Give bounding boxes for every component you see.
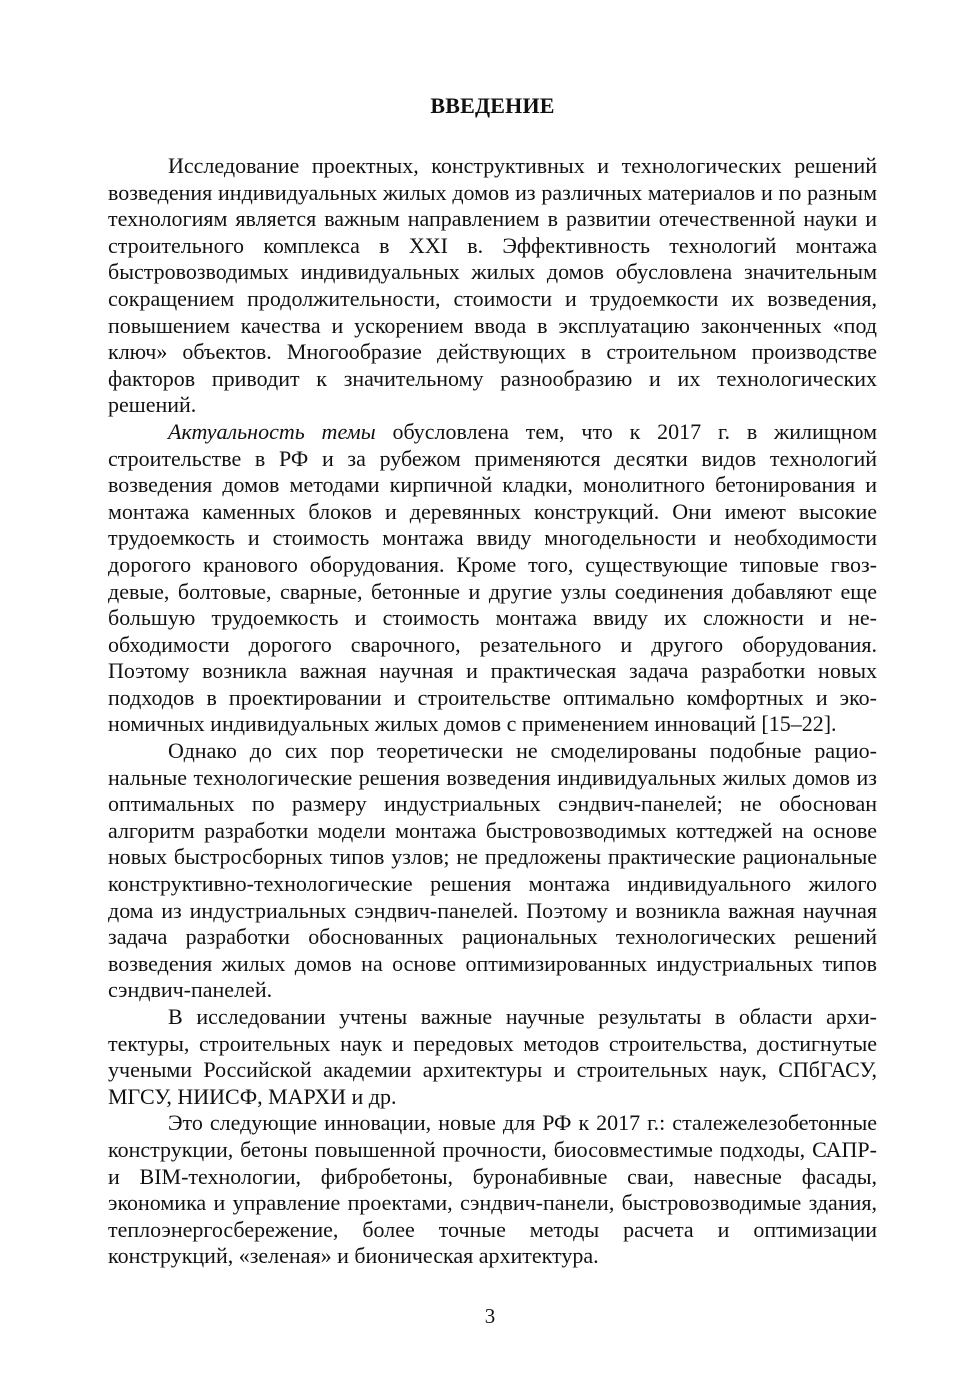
paragraph-4-text: В исследовании учтены важные научные результаты в области архитектуры, строительных наук и передовых методов строительства, достигнутые учеными Российской академии архитектуры и строительных наук, СПбГАСУ, МГСУ, НИИСФ, МАРХИ и др. <box>108 1004 877 1109</box>
paragraph-3-text: Однако до сих пор теоретически не смоделированы подобные рациональные технологические решения возведения индивидуальных жилых домов из оптимальных по размеру индустриальных сэндвич-панелей; не обоснован алгоритм разработки модели монтажа быстровозводимых коттеджей на основе новых быстросборных типов узлов; не предложены практические рациональные конструктивно-технологические решения монтажа индивидуального жилого дома из индустриальных сэндвич-панелей. Поэтому и возникла важная научная задача разработки обоснованных рациональных технологических решений возведения жилых домов на основе оптимизированных индустриальных типов сэндвич-панелей. <box>108 738 877 1003</box>
paragraph-5 <box>108 1110 877 1270</box>
paragraph-2-text: обусловлена тем, что к 2017 г. в жилищном строительстве в РФ и за рубежом применяются десятки видов технологий возведения домов методами кирпичной кладки, монолитного бетонирования и монтажа каменных блоков и деревянных конструкций. Они имеют высокие трудоемкость и стоимость монтажа ввиду многодельности и необходимости дорогого кранового оборудования. Кроме того, существующие типовые гвоздевые, болтовые, сварные, бетонные и другие узлы соединения добавляют еще большую трудоемкость и стоимость монтажа ввиду их сложности и необходимости дорогого сварочного, резательного и другого оборудования. Поэтому возникла важная научная и практическая задача разработки новых подходов в проектировании и строительстве оптимально комфортных и экономичных индивидуальных жилых домов с применением инноваций [15–22]. <box>108 418 877 737</box>
paragraph-2 <box>108 419 877 738</box>
paragraph-4 <box>108 1004 877 1110</box>
paragraph-5-text: Это следующие инновации, новые для РФ к 2017 г.: сталежелезобетонные конструкции, бетоны повышенной прочности, биосовместимые подходы, САПР- и BIM-технологии, фибробетоны, буронабивные сваи, навесные фасады, экономика и управление проектами, сэндвич-панели, быстровозводимые здания, теплоэнергосбережение, более точные методы расчета и оптимизации конструкций, «зеленая» и бионическая архитектура. <box>108 1110 877 1269</box>
paragraph-3 <box>108 738 877 1004</box>
paragraph-2-italic-lead: Актуальность темы <box>168 418 376 444</box>
paragraph-1 <box>108 153 877 419</box>
page-number: 3 <box>484 1304 496 1328</box>
section-title: ВВЕДЕНИЕ <box>430 93 555 118</box>
paragraph-1-text: Исследование проектных, конструктивных и технологических решений возведения индивидуальных жилых домов из различных материалов и по разным технологиям является важным направлением в развитии отечественной науки и строительного комплекса в XXI в. Эффективность технологий монтажа быстровозводимых индивидуальных жилых домов обусловлена значительным сокращением продолжительности, стоимости и трудоемкости их возведения, повышением качества и ускорением ввода в эксплуатацию законченных «под ключ» объектов. Многообразие действующих в строительном производстве факторов приводит к значительному разнообразию и их технологических решений. <box>108 153 877 418</box>
page-body <box>108 92 877 1270</box>
